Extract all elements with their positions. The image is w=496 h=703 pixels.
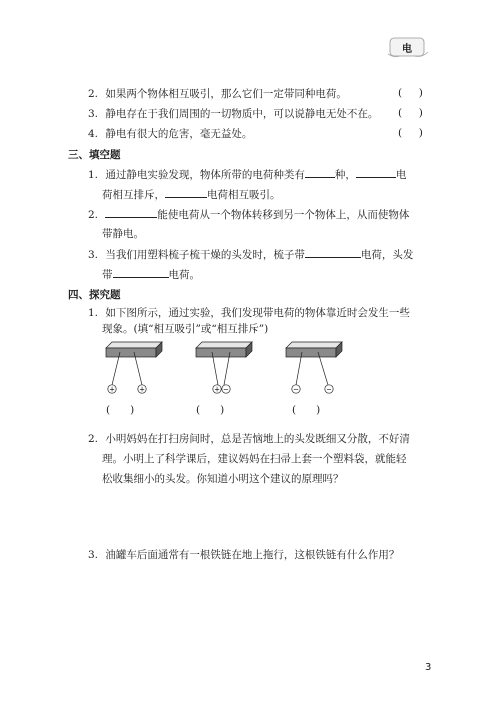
explore-q2-number: 2. [88, 433, 99, 445]
tf-item-4 [88, 127, 252, 141]
rod-2 [196, 342, 252, 357]
balls-3 [292, 385, 333, 394]
fill-q1-text-c: 电 [395, 169, 407, 181]
tf-answer-paren: ( ) [398, 127, 423, 139]
charge-sign: − [223, 385, 229, 394]
explore-q2-line2: 理。小明上了科学课后，建议妈妈在扫帚上套一个塑料袋，就能轻 [102, 453, 407, 465]
fill-q3-number: 3. [88, 249, 99, 261]
explore-q1-line1 [88, 306, 410, 320]
section-heading-fill: 三、填空题 [68, 149, 121, 161]
fill-q1-text-e: 电荷相互吸引。 [207, 189, 281, 201]
fill-q3-text-c: 带 [102, 269, 113, 281]
fill-blank[interactable] [305, 167, 335, 178]
diagram-answer-3[interactable]: ( ) [292, 404, 321, 416]
tf-item-text: 静电存在于我们周围的一切物质中，可以说静电无处不在。 [105, 108, 379, 120]
explore-q3-line1 [88, 548, 399, 562]
page-number: 3 [425, 662, 432, 673]
tf-answer-paren: ( ) [398, 107, 423, 119]
fill-q1-text-b: 种， [334, 169, 356, 181]
explore-q2-line1 [88, 432, 410, 446]
tf-item-number: 4. [88, 128, 99, 140]
diagram-answer-2[interactable]: ( ) [196, 404, 225, 416]
rod-1 [106, 342, 162, 357]
fill-blank[interactable] [105, 207, 157, 218]
balls-1 [108, 385, 146, 394]
fill-q3-line2 [102, 267, 200, 282]
explore-q2-text: 小明妈妈在打扫房间时，总是苦恼地上的头发既细又分散，不好清 [105, 433, 410, 445]
tf-item-2 [88, 87, 347, 101]
fill-q3-text-a: 当我们用塑料梳子梳干燥的头发时，梳子带 [105, 249, 305, 261]
charge-diagram [100, 338, 350, 402]
tf-item-number: 2. [88, 88, 99, 100]
chapter-badge [384, 36, 430, 60]
fill-blank[interactable] [165, 187, 207, 198]
explore-q3-text: 油罐车后面通常有一根铁链在地上拖行，这根铁链有什么作用？ [105, 549, 400, 561]
fill-blank[interactable] [305, 247, 361, 258]
fill-q1-number: 1. [88, 169, 99, 181]
fill-q3-text-d: 电荷。 [168, 269, 200, 281]
fill-q1-line1 [88, 167, 406, 182]
chapter-badge-label: 电 [402, 44, 412, 55]
section-heading-explore: 四、探究题 [68, 289, 121, 301]
fill-blank[interactable] [356, 167, 396, 178]
fill-q3-text-b: 电荷，头发 [360, 249, 414, 261]
tf-answer-paren: ( ) [398, 87, 423, 99]
explore-q2-line3: 松收集细小的头发。你知道小明这个建议的原理吗？ [102, 473, 344, 485]
fill-q1-text-d: 荷相互排斥， [102, 189, 165, 201]
tf-item-3 [88, 107, 378, 121]
balls-2 [213, 385, 230, 394]
explore-q1-line2: 现象。(填“相互吸引”或“相互排斥”) [102, 323, 269, 335]
charge-sign: + [139, 385, 145, 394]
rod-3 [286, 342, 342, 357]
explore-q1-text: 如下图所示，通过实验，我们发现带电荷的物体靠近时会发生一些 [105, 307, 410, 319]
tf-item-number: 3. [88, 108, 99, 120]
fill-q2-line2: 带静电。 [102, 228, 144, 240]
fill-q2-line1 [88, 207, 409, 222]
fill-blank[interactable] [113, 267, 169, 278]
fill-q1-line2 [102, 187, 281, 202]
explore-q1-number: 1. [88, 307, 99, 319]
charge-sign: + [214, 385, 220, 394]
explore-q3-number: 3. [88, 549, 99, 561]
charge-sign: + [109, 385, 115, 394]
tf-item-text: 静电有很大的危害，毫无益处。 [105, 128, 253, 140]
diagram-answer-1[interactable]: ( ) [106, 404, 135, 416]
tf-item-text: 如果两个物体相互吸引，那么它们一定带同种电荷。 [105, 88, 347, 100]
charge-sign: − [326, 385, 332, 394]
fill-q2-text-a: 能使电荷从一个物体转移到另一个物体上，从而使物体 [157, 209, 410, 221]
charge-sign: − [293, 385, 299, 394]
fill-q3-line1 [88, 247, 413, 262]
fill-q1-text-a: 通过静电实验发现，物体所带的电荷种类有 [105, 169, 305, 181]
fill-q2-number: 2. [88, 209, 99, 221]
